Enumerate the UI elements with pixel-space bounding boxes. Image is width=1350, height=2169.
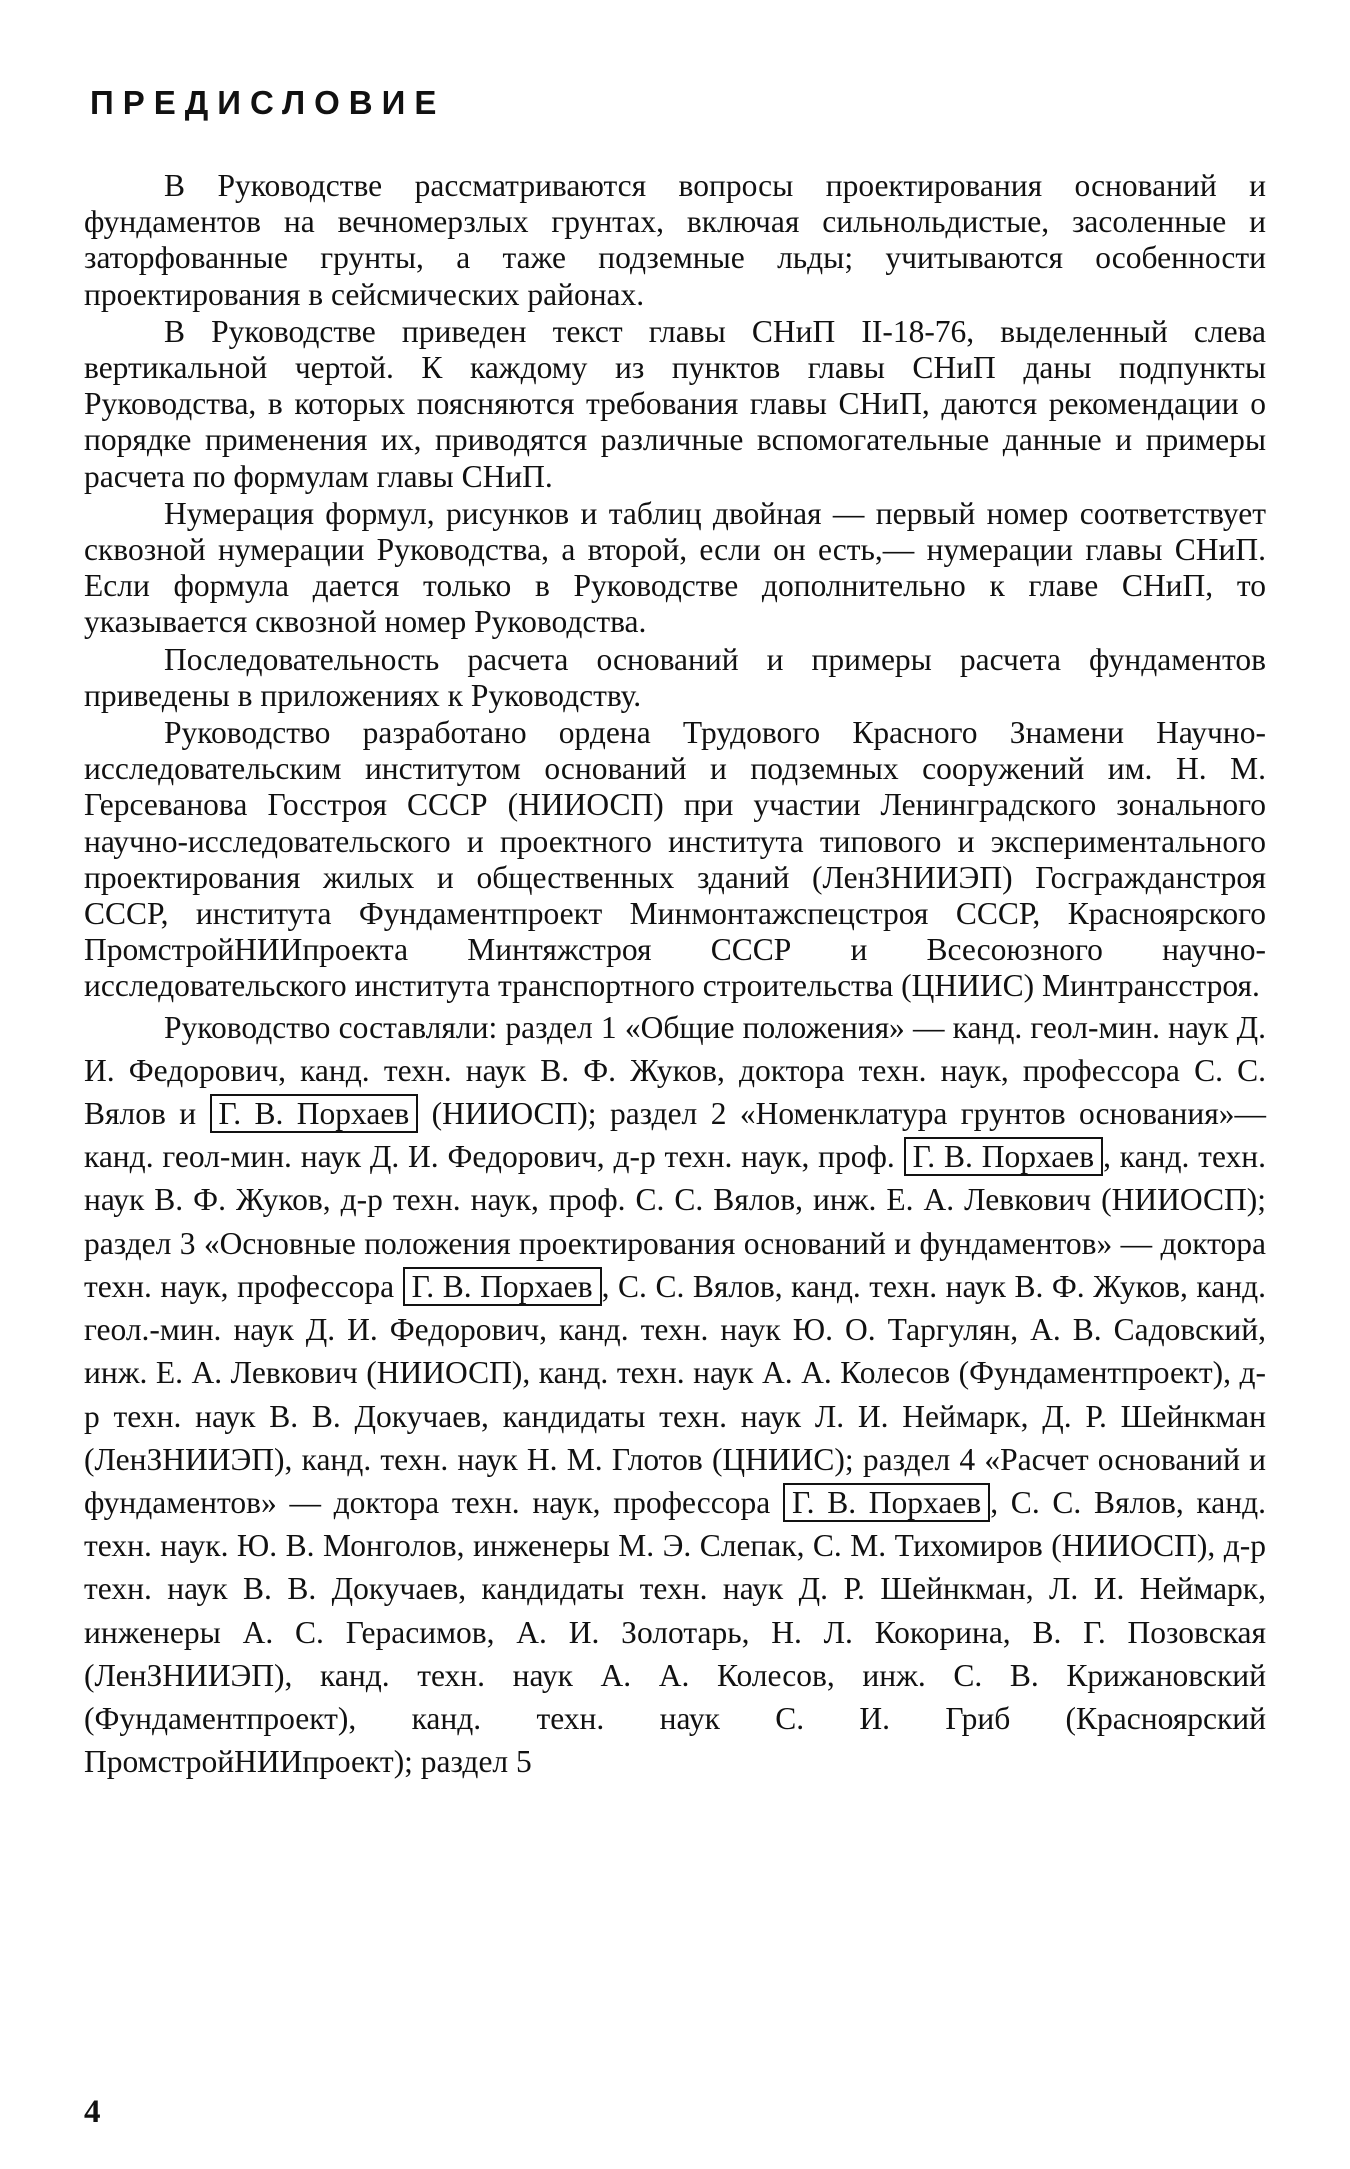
page-title: ПРЕДИСЛОВИЕ bbox=[90, 84, 446, 121]
boxed-name-2: Г. В. Порхаев bbox=[904, 1137, 1103, 1176]
authors-text-1: Руководство составляли: раздел 1 «Общие положения» — канд. геол-мин. наук Д. И. Федорович, канд. техн. наук В. Ф. Жуков, доктора техн. наук, профессора С. С. Вялов и bbox=[84, 1009, 1266, 1132]
paragraph-numbering: Нумерация формул, рисунков и таблиц двойная — первый номер соответствует сквозной нумерации Руководства, а второй, если он есть,— нумерации главы СНиП. Если формула дается только в Руководстве дополнительно к главе СНиП, то указывается сквозной номер Руководства. bbox=[84, 495, 1266, 640]
boxed-name-4: Г. В. Порхаев bbox=[783, 1483, 990, 1522]
page-number: 4 bbox=[84, 2094, 101, 2130]
boxed-name-3: Г. В. Порхаев bbox=[403, 1267, 602, 1306]
document-page bbox=[84, 70, 1266, 1783]
paragraph-developers: Руководство разработано ордена Трудового Красного Знамени Научно-исследовательским институтом оснований и подземных сооружений им. Н. М. Герсеванова Госстроя СССР (НИИОСП) при участии Ленинградского зонального научно-исследовательского и проектного института типового и экспериментального проектирования жилых и общественных зданий (ЛенЗНИИЭП) Госгражданстроя СССР, института Фундаментпроект Минмонтажспецстроя СССР, Красноярского ПромстройНИИпроекта Минтяжстроя СССР и Всесоюзного научно-исследовательского института транспортного строительства (ЦНИИС) Минтрансстроя. bbox=[84, 715, 1266, 1004]
boxed-name-1: Г. В. Порхаев bbox=[210, 1094, 419, 1133]
paragraph-authors bbox=[84, 1006, 1266, 1784]
paragraph-snip-text: В Руководстве приведен текст главы СНиП II-18-76, выделенный слева вертикальной чертой. К каждому из пунктов главы СНиП даны подпункты Руководства, в которых поясняются требования главы СНиП, даются рекомендации о порядке применения их, приводятся различные вспомогательные данные и примеры расчета по формулам главы СНиП. bbox=[84, 313, 1266, 494]
authors-text-5: , С. С. Вялов, канд. техн. наук. Ю. В. Монголов, инженеры М. Э. Слепак, С. М. Тихомиров (НИИОСП), д-р техн. наук В. В. Докучаев, кандидаты техн. наук Д. Р. Шейнкман, Л. И. Неймарк, инженеры А. С. Герасимов, А. И. Золотарь, Н. Л. Кокорина, В. Г. Позовская (ЛенЗНИИЭП), канд. техн. наук А. А. Колесов, инж. С. В. Крижановский (Фундаментпроект), канд. техн. наук С. И. Гриб (Красноярский ПромстройНИИпроект); раздел 5 bbox=[84, 1484, 1266, 1780]
paragraph-appendices: Последовательность расчета оснований и примеры расчета фундаментов приведены в приложениях к Руководству. bbox=[84, 641, 1266, 713]
authors-text-4: , С. С. Вялов, канд. техн. наук В. Ф. Жуков, канд. геол.-мин. наук Д. И. Федорович, канд. техн. наук Ю. О. Таргулян, А. В. Садовский, инж. Е. А. Левкович (НИИОСП), канд. техн. наук А. А. Колесов (Фундаментпроект), д-р техн. наук В. В. Докучаев, кандидаты техн. наук Л. И. Неймарк, Д. Р. Шейнкман (ЛенЗНИИЭП), канд. техн. наук Н. М. Глотов (ЦНИИС); раздел 4 «Расчет оснований и фундаментов» — доктора техн. наук, профессора bbox=[84, 1268, 1266, 1520]
authors-text-2: (НИИОСП); раздел 2 «Номенклатура грунтов основания»— канд. геол-мин. наук Д. И. Федорович, д-р техн. наук, проф. bbox=[84, 1096, 1266, 1175]
authors-text-3: , канд. техн. наук В. Ф. Жуков, д-р техн. наук, проф. С. С. Вялов, инж. Е. А. Левкович (НИИОСП); раздел 3 «Основные положения проектирования оснований и фундаментов» — доктора техн. наук, профессора bbox=[84, 1139, 1266, 1304]
paragraph-scope: В Руководстве рассматриваются вопросы проектирования оснований и фундаментов на вечномерзлых грунтах, включая сильнольдистые, засоленные и заторфованные грунты, а таже подземные льды; учитываются особенности проектирования в сейсмических районах. bbox=[84, 168, 1266, 312]
